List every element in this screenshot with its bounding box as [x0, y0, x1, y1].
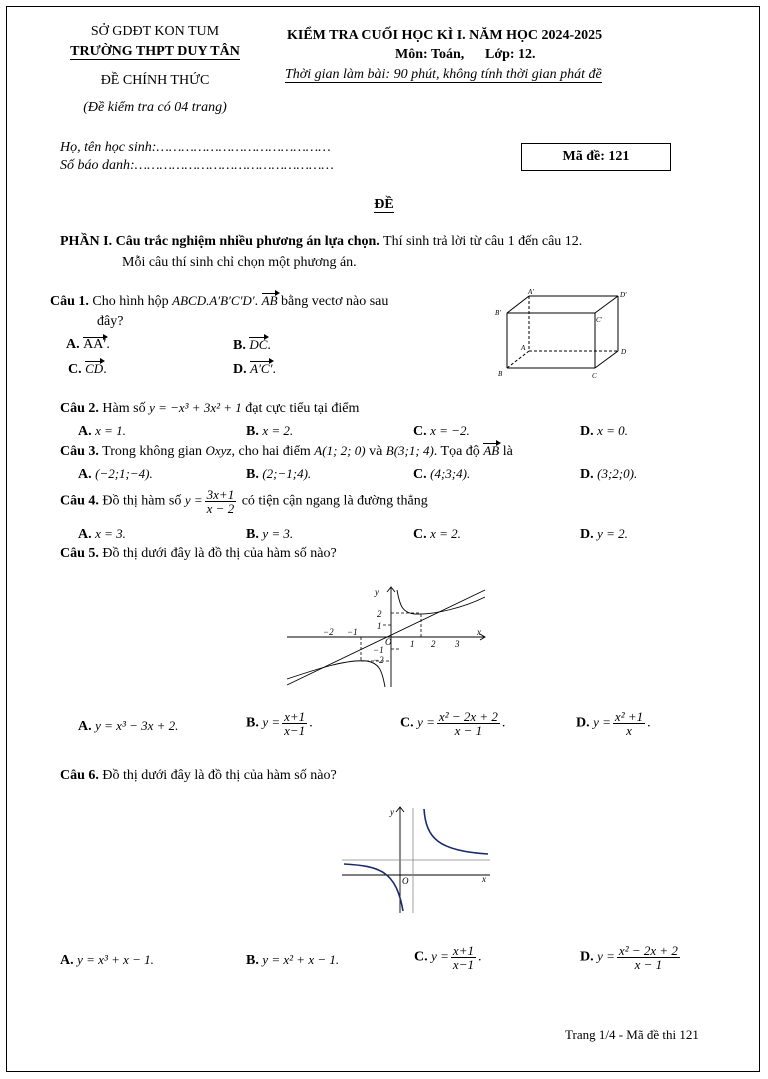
fig-label-b1: B′ [495, 309, 501, 317]
q1-option-a: A. AA′. [66, 337, 110, 352]
subject: Môn: Toán, [395, 47, 465, 62]
q2-option-d: D. x = 0. [580, 423, 628, 439]
time-note: Thời gian làm bài: 90 phút, không tính thời gian phát đề [285, 67, 602, 82]
fig-label-b: B [498, 370, 503, 378]
q5-graph [285, 585, 490, 690]
fig-label-a: A [521, 344, 526, 352]
q5-stem: Câu 5. Đồ thị dưới đây là đồ thị của hàm số nào? [60, 546, 337, 561]
q1-option-b: B. DC. [233, 337, 271, 353]
q2-option-c: C. x = −2. [413, 423, 470, 439]
fig-label-d: D [621, 348, 627, 356]
q5-origin-label: O [385, 637, 392, 647]
q5-option-d: D. y = $\frac{\text{x² +1}}{x}$ . [576, 709, 651, 738]
school-name: TRƯỜNG THPT DUY TÂN [70, 44, 240, 59]
section-title: ĐỀ [374, 197, 394, 212]
dept-name: SỞ GDĐT KON TUM [90, 24, 220, 39]
q5-option-b: B. y = $\frac{x+1}{x-1}$ . [246, 709, 313, 738]
q3-stem: Câu 3. Trong không gian Oxyz, cho hai điểm A(1; 2; 0) và B(3;1; 4). Tọa độ AB là [60, 443, 513, 459]
grade: Lớp: 12. [485, 47, 536, 62]
q1-stem: Câu 1. Cho hình hộp ABCD.A′B′C′D′. AB bằng vectơ nào sau [50, 293, 389, 309]
page-footer: Trang 1/4 - Mã đề thi 121 [565, 1027, 699, 1042]
part1-heading: PHẦN I. Câu trắc nghiệm nhiều phương án lựa chọn. Thí sinh trả lời từ câu 1 đến câu 12. [60, 234, 583, 249]
fig-label-d1: D′ [620, 291, 627, 299]
q6-stem: Câu 6. Đồ thị dưới đây là đồ thị của hàm số nào? [60, 768, 337, 783]
q5-ytick-2: 2 [377, 609, 382, 619]
q4-option-b: B. y = 3. [246, 526, 294, 542]
q4-stem: Câu 4. Đồ thị hàm số y = $\frac{3x+1}{x - 2}$ có tiện cận ngang là đường thẳng [60, 487, 428, 516]
q5-option-c: C. y = $\frac{\text{x² − 2x + 2}}{x - 1}$ . [400, 709, 506, 738]
q5-option-a: A. y = x³ − 3x + 2. [78, 718, 179, 734]
q2-stem: Câu 2. Hàm số y = −x³ + 3x² + 1 đạt cực tiểu tại điểm [60, 400, 360, 416]
q4-option-a: A. x = 3. [78, 526, 126, 542]
student-name-field: Họ, tên học sinh:…………………………………… [60, 140, 331, 155]
q1-stem-cont: đây? [97, 314, 124, 329]
fig-label-c1: C′ [596, 316, 603, 324]
part1-instruction: Mỗi câu thí sinh chỉ chọn một phương án. [122, 255, 357, 270]
q6-option-b: B. y = x² + x − 1. [246, 952, 340, 968]
q3-option-c: C. (4;3;4). [413, 466, 471, 482]
q5-xtick-3: 3 [455, 639, 460, 649]
q2-option-a: A. x = 1. [78, 423, 126, 439]
q6-option-c: C. y = $\frac{x+1}{x-1}$ . [414, 943, 482, 972]
q4-option-c: C. x = 2. [413, 526, 461, 542]
fig-label-a1: A′ [528, 288, 534, 296]
q5-y-label: y [375, 587, 379, 597]
q6-option-d: D. y = $\frac{\text{x² − 2x + 2}}{x - 1}$ [580, 943, 678, 972]
q4-option-d: D. y = 2. [580, 526, 628, 542]
q3-option-a: A. (−2;1;−4). [78, 466, 153, 482]
q6-option-a: A. y = x³ + x − 1. [60, 952, 154, 968]
q6-graph [340, 803, 492, 915]
student-id-field: Số báo danh:………………………………………… [60, 158, 334, 173]
fig-label-c: C [592, 372, 597, 380]
q1-option-d: D. A′C′. [233, 361, 276, 377]
q5-ytick-neg2: −2 [373, 655, 384, 665]
q5-ytick-1: 1 [377, 621, 382, 631]
q5-xtick-1: 1 [410, 639, 415, 649]
q1-option-c: C. CD. [68, 361, 107, 377]
pages-note: (Đề kiểm tra có 04 trang) [83, 100, 227, 115]
q6-origin-label: O [402, 876, 409, 886]
q6-x-label: x [482, 874, 486, 884]
q5-ytick-neg1: −1 [373, 645, 384, 655]
exam-title: KIỂM TRA CUỐI HỌC KÌ I. NĂM HỌC 2024-2025 [287, 28, 603, 43]
q3-option-d: D. (3;2;0). [580, 466, 638, 482]
exam-code-box: Mã đề: 121 [521, 143, 671, 171]
q5-xtick-neg1: −1 [347, 627, 358, 637]
q5-xtick-neg2: −2 [323, 627, 334, 637]
q5-x-label: x [477, 627, 481, 637]
q3-option-b: B. (2;−1;4). [246, 466, 312, 482]
q5-xtick-2: 2 [431, 639, 436, 649]
box-figure [492, 288, 632, 383]
q2-option-b: B. x = 2. [246, 423, 294, 439]
q6-y-label: y [390, 807, 394, 817]
official-label: ĐỀ CHÍNH THỨC [100, 73, 210, 88]
